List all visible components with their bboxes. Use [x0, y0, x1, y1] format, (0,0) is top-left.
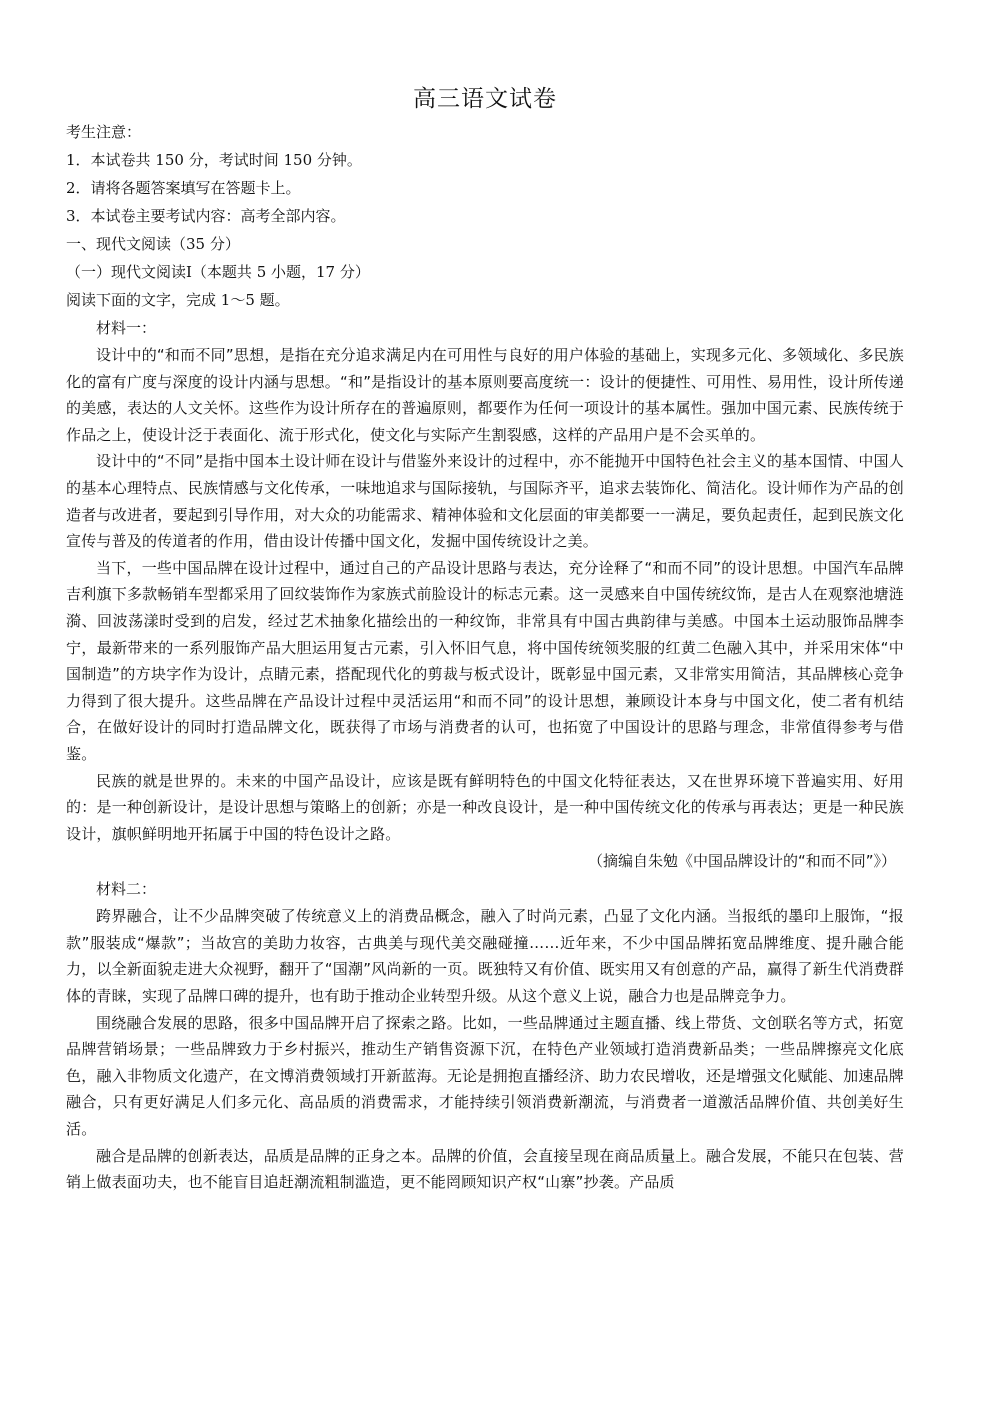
notice-item: 2．请将各题答案填写在答题卡上。 [66, 179, 301, 197]
exam-page [66, 82, 904, 1196]
section-sub-heading: （一）现代文阅读Ⅰ（本题共 5 小题，17 分） [66, 263, 370, 281]
material-one-source: （摘编自朱勉《中国品牌设计的“和而不同”》） [587, 852, 896, 871]
material-one-paragraph: 民族的就是世界的。未来的中国产品设计，应该是既有鲜明特色的中国文化特征表达，又在世界环境下普遍实用、好用的：是一种创新设计，是设计思想与策略上的创新；亦是一种改良设计，是一种中国传统文化的传承与再表达；更是一种民族设计，旗帜鲜明地开拓属于中国的特色设计之路。 [66, 771, 904, 843]
material-one-paragraph: 设计中的“不同”是指中国本土设计师在设计与借鉴外来设计的过程中，亦不能抛开中国特色社会主义的基本国情、中国人的基本心理特点、民族情感与文化传承，一味地追求与国际接轨，与国际齐平，追求去装饰化、简洁化。设计师作为产品的创造者与改进者，要起到引导作用，对大众的功能需求、精神体验和文化层面的审美都要一一满足，要负起责任，起到民族文化宣传与普及的传道者的作用，借由设计传播中国文化，发掘中国传统设计之美。 [66, 452, 904, 551]
material-one-paragraph: 当下，一些中国品牌在设计过程中，通过自己的产品设计思路与表达，充分诠释了“和而不同”的设计思想。中国汽车品牌吉利旗下多款畅销车型都采用了回纹装饰作为家族式前脸设计的标志元素。这一灵感来自中国传统纹饰，是古人在观察池塘涟漪、回波荡漾时受到的启发，经过艺术抽象化描绘出的一种纹饰，非常具有中国古典韵律与美感。中国本土运动服饰品牌李宁，最新带来的一系列服饰产品大胆运用复古元素，引入怀旧气息，将中国传统领奖服的红黄二色融入其中，并采用宋体“中国制造”的方块字作为设计，点睛元素，搭配现代化的剪裁与板式设计，既彰显中国元素，又非常实用简洁，其品牌核心竞争力得到了很大提升。这些品牌在产品设计过程中灵活运用“和而不同”的设计思想，兼顾设计本身与中国文化，使二者有机结合，在做好设计的同时打造品牌文化，既获得了市场与消费者的认可，也拓宽了中国设计的思路与理念，非常值得参考与借鉴。 [66, 558, 904, 763]
section-heading: 一、现代文阅读（35 分） [66, 235, 240, 253]
material-one-label: 材料一： [96, 319, 157, 337]
notice-item: 1．本试卷共 150 分，考试时间 150 分钟。 [66, 151, 362, 169]
material-two-paragraph: 跨界融合，让不少品牌突破了传统意义上的消费品概念，融入了时尚元素，凸显了文化内涵。当报纸的墨印上服饰，“报款”服装成“爆款”；当故宫的美助力妆容，古典美与现代美交融碰撞……近年来，不少中国品牌拓宽品牌维度、提升融合能力，以全新面貌走进大众视野，翻开了“国潮”风尚新的一页。既独特又有价值、既实用又有创意的产品，赢得了新生代消费群体的青睐，实现了品牌口碑的提升，也有助于推动企业转型升级。从这个意义上说，融合力也是品牌竞争力。 [66, 907, 904, 1006]
material-two-paragraph: 融合是品牌的创新表达，品质是品牌的正身之本。品牌的价值，会直接呈现在商品质量上。融合发展，不能只在包装、营销上做表面功夫，也不能盲目追赶潮流粗制滥造，更不能罔顾知识产权“山寨”抄袭。产品质 [66, 1146, 904, 1192]
material-two-label: 材料二： [96, 880, 157, 899]
page-title: 高三语文试卷 [413, 86, 557, 112]
notice-heading: 考生注意： [66, 123, 142, 141]
section-instruction: 阅读下面的文字，完成 1～5 题。 [66, 291, 290, 309]
material-two-paragraph: 围绕融合发展的思路，很多中国品牌开启了探索之路。比如，一些品牌通过主题直播、线上带货、文创联名等方式，拓宽品牌营销场景；一些品牌致力于乡村振兴，推动生产销售资源下沉，在特色产业领域打造消费新品类；一些品牌擦亮文化底色，融入非物质文化遗产，在文博消费领域打开新蓝海。无论是拥抱直播经济、助力农民增收，还是增强文化赋能、加速品牌融合，只有更好满足人们多元化、高品质的消费需求，才能持续引领消费新潮流，与消费者一道激活品牌价值、共创美好生活。 [66, 1013, 904, 1139]
notice-item: 3．本试卷主要考试内容：高考全部内容。 [66, 207, 346, 225]
material-one-paragraph: 设计中的“和而不同”思想，是指在充分追求满足内在可用性与良好的用户体验的基础上，实现多元化、多领域化、多民族化的富有广度与深度的设计内涵与思想。“和”是指设计的基本原则要高度统一：设计的便捷性、可用性、易用性，设计所传递的美感，表达的人文关怀。这些作为设计所存在的普遍原则，都要作为任何一项设计的基本属性。强加中国元素、民族传统于作品之上，使设计泛于表面化、流于形式化，使文化与实际产生割裂感，这样的产品用户是不会买单的。 [66, 346, 904, 444]
